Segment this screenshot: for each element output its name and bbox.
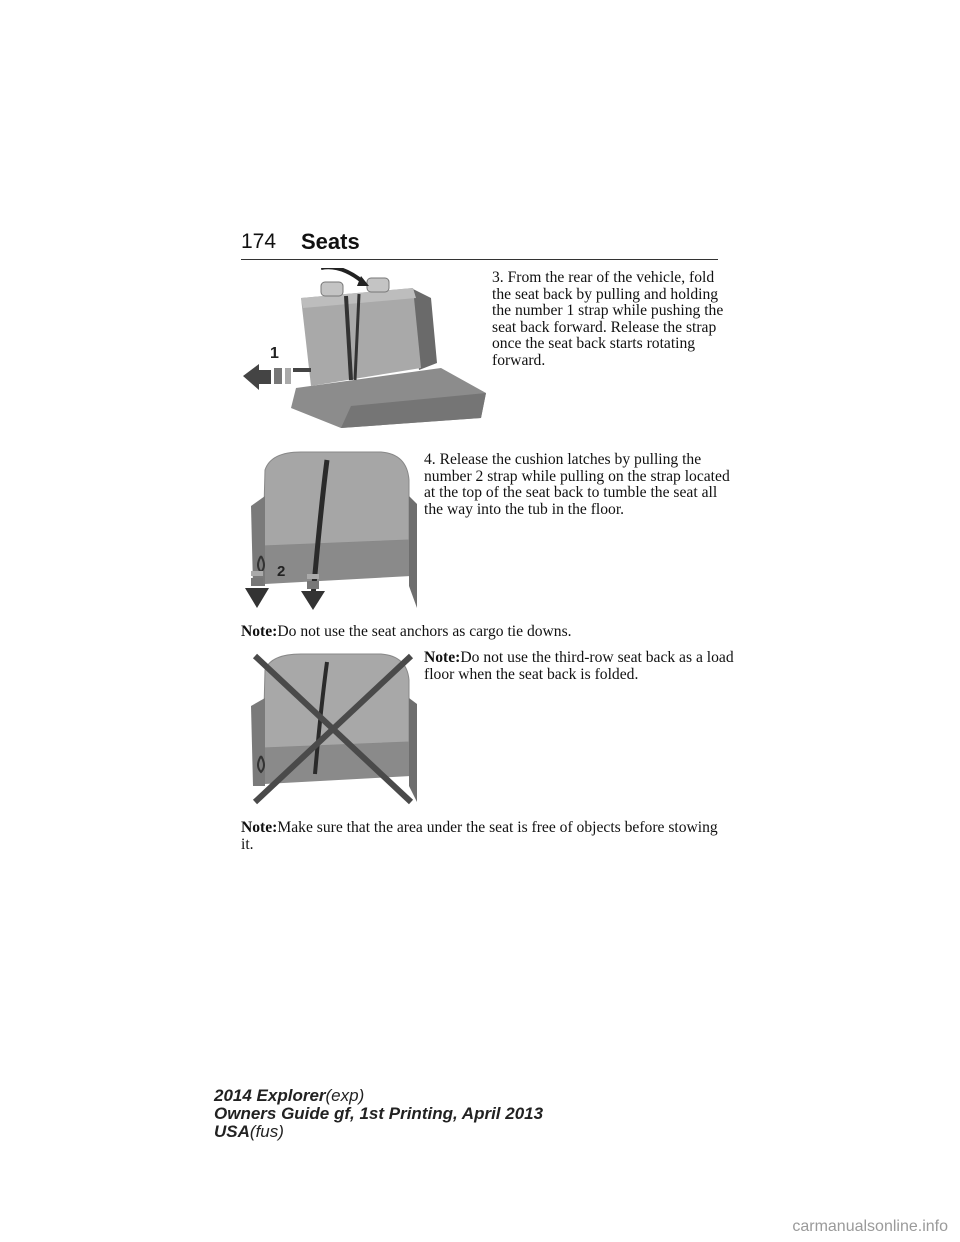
note-load-floor	[424, 650, 734, 683]
page-number: 174	[241, 230, 277, 253]
section-title: Seats	[301, 229, 360, 254]
pull-arrow	[243, 364, 291, 390]
step-3-text: 3. From the rear of the vehicle, fold the seat back by pulling and holding the number 1 strap while pushing the seat back forward. Release the strap once the seat back starts rotating forward.	[492, 269, 724, 369]
prohibited-load-floor-illustration	[241, 646, 418, 806]
seat-drawing	[251, 452, 417, 608]
page-header	[241, 226, 718, 262]
note-text: Do not use the seat anchors as cargo tie downs.	[277, 623, 572, 640]
footer-line-2	[214, 1105, 543, 1123]
document-footer	[214, 1087, 543, 1141]
watermark: carmanualsonline.info	[792, 1218, 948, 1235]
seat-drawing	[291, 268, 486, 428]
footer-model: 2014 Explorer	[214, 1086, 326, 1105]
footer-line-3	[214, 1123, 543, 1141]
note-label: Note:	[241, 623, 278, 640]
note-text: Do not use the third-row seat back as a load floor when the seat back is folded.	[424, 649, 734, 683]
note-area-free	[241, 820, 721, 853]
note-seat-anchors	[241, 624, 721, 641]
callout-1: 1	[270, 345, 279, 362]
footer-market-code: (fus)	[249, 1122, 284, 1141]
cushion-latch-illustration	[241, 446, 418, 612]
footer-model-code: (exp)	[325, 1086, 365, 1105]
callout-2: 2	[277, 563, 286, 580]
footer-line-1	[214, 1087, 543, 1105]
step-4-text: 4. Release the cushion latches by pulling the number 2 strap while pulling on the strap located at the top of the seat back to tumble the seat all the way into the tub in the floor.	[424, 451, 730, 518]
seat-fold-illustration	[241, 268, 486, 436]
note-text: Make sure that the area under the seat is free of objects before stowing it.	[241, 819, 718, 853]
header-rule	[241, 259, 718, 260]
note-label: Note:	[424, 649, 461, 666]
footer-market: USA	[214, 1122, 250, 1141]
footer-printing: Owners Guide gf, 1st Printing, April 2013	[214, 1104, 544, 1123]
note-label: Note:	[241, 819, 278, 836]
